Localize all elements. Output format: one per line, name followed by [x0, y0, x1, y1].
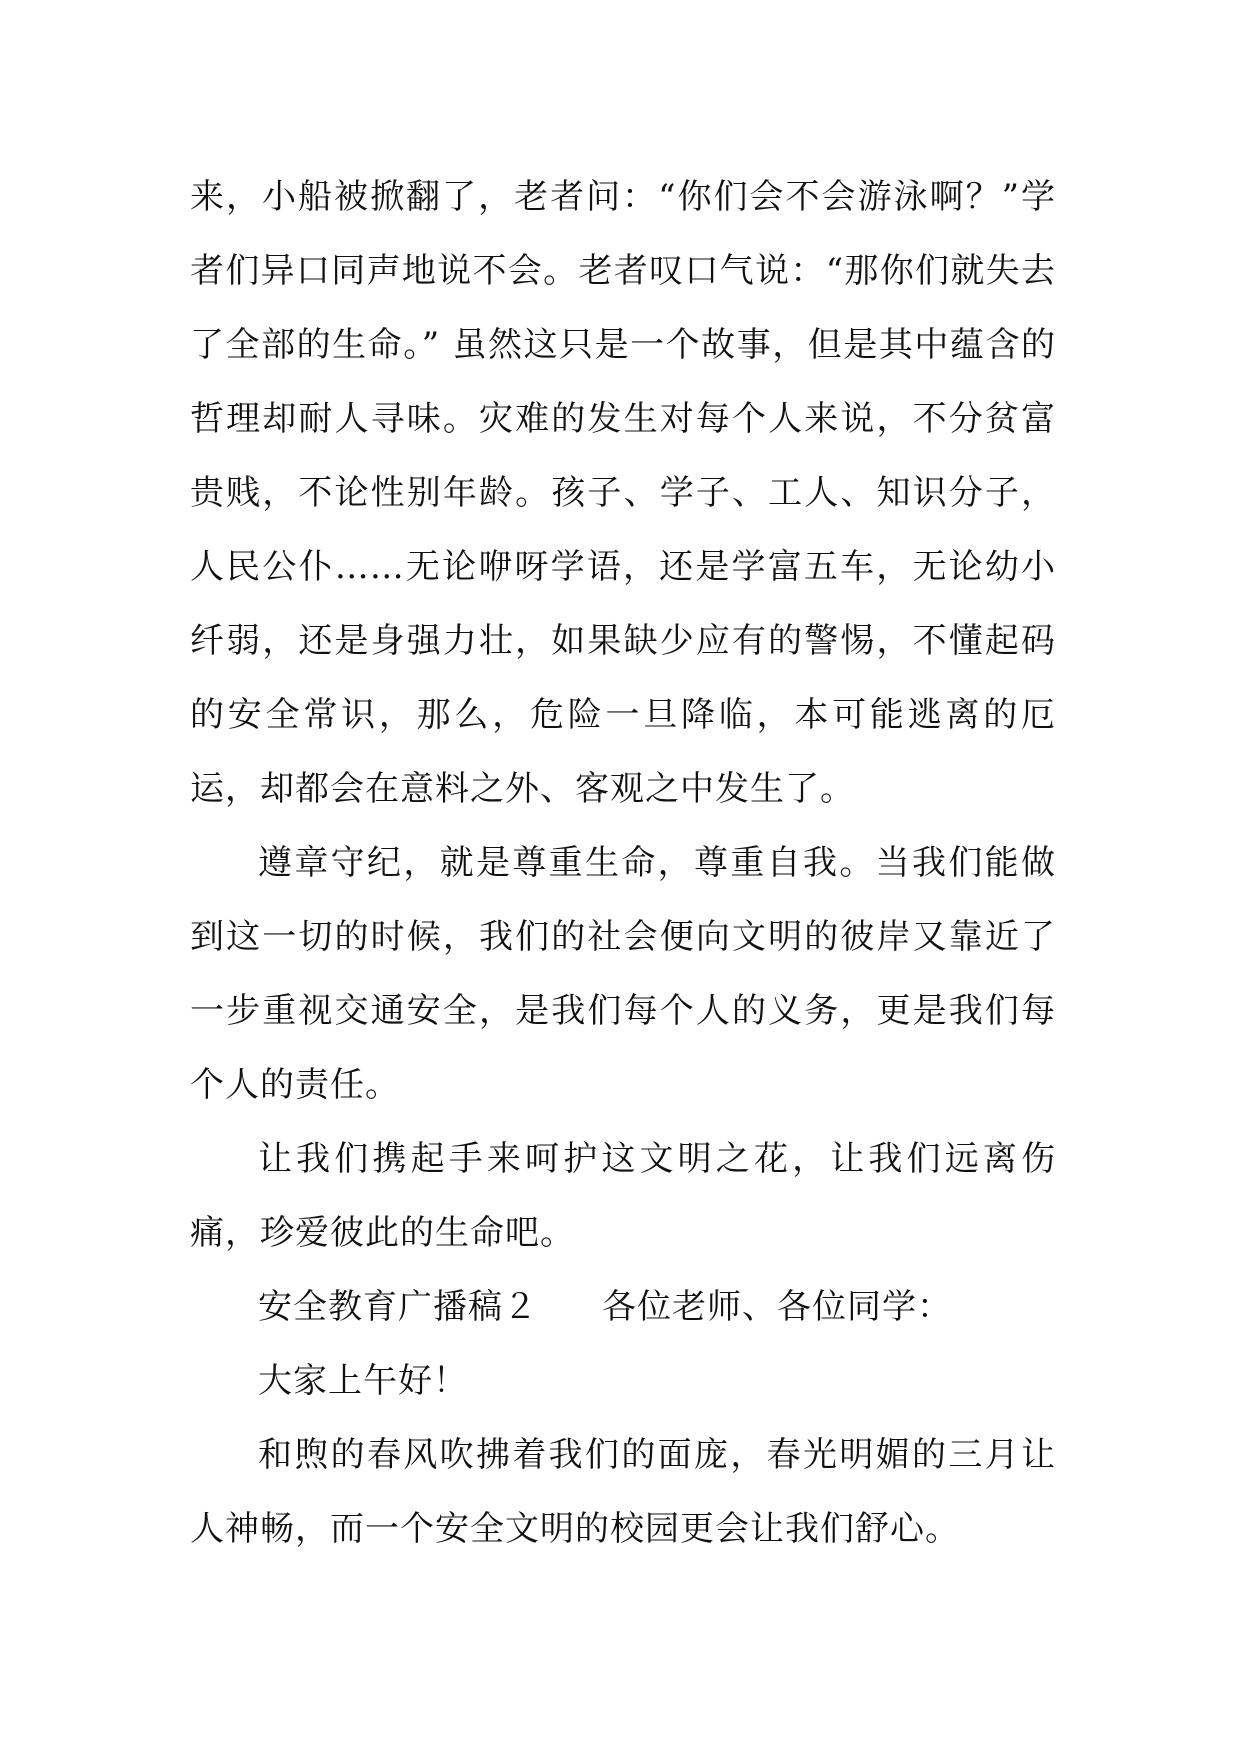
broadcast-title: 安全教育广播稿２ — [258, 1287, 538, 1327]
document-body — [190, 160, 1056, 1566]
paragraph-join-hands: 让我们携起手来呵护这文明之花，让我们远离伤痛，珍爱彼此的生命吧。 — [190, 1139, 1056, 1253]
paragraph-spring-breeze: 和煦的春风吹拂着我们的面庞，春光明媚的三月让人神畅，而一个安全文明的校园更会让我们舒心。 — [190, 1435, 1056, 1549]
paragraph-obey-rules: 遵章守纪，就是尊重生命，尊重自我。当我们能做到这一切的时候，我们的社会便向文明的彼岸又靠近了一步重视交通安全，是我们每个人的义务，更是我们每个人的责任。 — [190, 843, 1056, 1105]
broadcast-heading-line — [190, 1270, 1056, 1344]
greeting-line: 大家上午好！ — [258, 1361, 468, 1401]
broadcast-salutation: 各位老师、各位同学： — [602, 1287, 952, 1327]
paragraph-story-continuation: 来，小船被掀翻了，老者问：“你们会不会游泳啊？”学者们异口同声地说不会。老者叹口气说：“那你们就失去了全部的生命。” 虽然这只是一个故事，但是其中蕴含的哲理却耐人寻味。灾难的发生对每个人来说，不分贫富贵贱，不论性别年龄。孩子、学子、工人、知识分子，人民公仆……无论咿呀学语，还是学富五车，无论幼小纤弱，还是身强力壮，如果缺少应有的警惕，不懂起码的安全常识，那么，危险一旦降临，本可能逃离的厄运，却都会在意料之外、客观之中发生了。 — [190, 177, 1056, 809]
